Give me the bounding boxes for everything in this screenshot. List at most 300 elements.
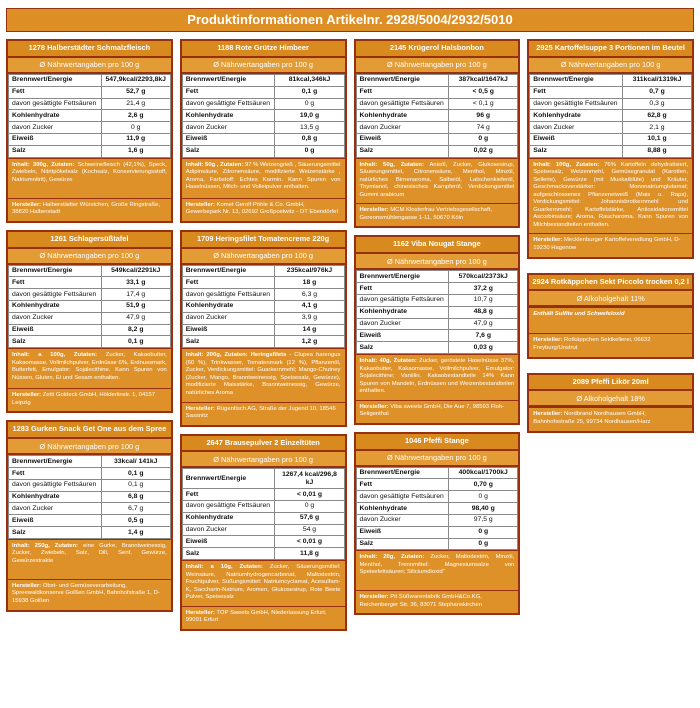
- nutrition-value: < 0,5 g: [449, 86, 518, 98]
- nutrition-row: [530, 145, 692, 157]
- nutrition-row: [9, 515, 171, 527]
- nutrition-value: 6,7 g: [101, 503, 170, 515]
- manufacturer-body: Komet Gerolf Pöhle & Co. GmbH, Gewerbepark Nr. 13, 02692 Großpostwitz - OT Ebendörfel: [185, 201, 338, 216]
- manufacturer-label: Hersteller:: [12, 582, 42, 589]
- nutrition-row: [9, 98, 171, 110]
- serving-label: Ø Nährwertangaben pro 100 g: [356, 451, 519, 467]
- nutrition-row: [9, 145, 171, 157]
- nutrition-value: 48,8 g: [449, 306, 518, 318]
- nutrition-value: 96 g: [449, 110, 518, 122]
- nutrition-row: [9, 503, 171, 515]
- nutrition-label: Brennwert/Energie: [9, 456, 102, 468]
- nutrition-label: Fett: [182, 86, 275, 98]
- nutrition-value: 0 g: [449, 538, 518, 550]
- nutrition-row: [182, 469, 344, 489]
- nutrition-label: Eiweiß: [530, 133, 623, 145]
- nutrition-value: 0,70 g: [449, 479, 518, 491]
- nutrition-value: 570kcal/2373kJ: [449, 271, 518, 283]
- nutrition-row: [356, 318, 518, 330]
- manufacturer-text: [182, 198, 345, 221]
- nutrition-label: Eiweiß: [182, 536, 275, 548]
- ingredients-body: 97 % Weizengrieß , Säuerungsmittel Adipinsäure, Zitronensäure, modifizierte Weizenstärke , Aroma, Farbstoff: Echtes Karmin. Kann Spuren von Haselnüssen, Milch- und Volleipulver enthalten.: [185, 161, 341, 191]
- nutrition-value: 18 g: [275, 277, 344, 289]
- ingredients-text: [182, 348, 345, 401]
- nutrition-row: [356, 330, 518, 342]
- ingredients-body: Zucker, Säuerungsmittel: Weinsäure, Natriumhydrogencarbonat, Maltodextrin, Fruchtpulver, Süßungsmittel: Natriumcyclamat, Acesulfam-K, Saccharin-Natrium, Aromen, Glukosesirup, Rote Beete Pulver, Speisesalz: [185, 563, 341, 601]
- ingredients-label: Inhalt: 50g, Zutaten:: [359, 161, 424, 168]
- nutrition-row: [182, 524, 344, 536]
- nutrition-row: [9, 265, 171, 277]
- nutrition-value: 51,9 g: [101, 300, 170, 312]
- nutrition-row: [9, 133, 171, 145]
- nutrition-label: Fett: [9, 468, 102, 480]
- nutrition-label: Eiweiß: [182, 324, 275, 336]
- nutrition-value: 0 g: [449, 491, 518, 503]
- nutrition-row: [182, 336, 344, 348]
- product-card-1709: [180, 230, 347, 427]
- nutrition-value: 0 g: [275, 145, 344, 157]
- nutrition-row: [356, 503, 518, 515]
- manufacturer-label: Hersteller:: [185, 609, 215, 616]
- nutrition-label: Fett: [356, 283, 449, 295]
- nutrition-value: 0,1 g: [275, 86, 344, 98]
- nutrition-label: Eiweiß: [9, 324, 102, 336]
- nutrition-table: [356, 74, 519, 158]
- nutrition-value: 0,8 g: [275, 133, 344, 145]
- nutrition-value: 33,1 g: [101, 277, 170, 289]
- nutrition-value: 17,4 g: [101, 289, 170, 301]
- nutrition-value: 47,9 g: [449, 318, 518, 330]
- nutrition-label: Salz: [356, 538, 449, 550]
- serving-label: Ø Nährwertangaben pro 100 g: [356, 58, 519, 74]
- nutrition-label: Eiweiß: [9, 515, 102, 527]
- ingredients-label: Inhalt: 40g, Zutaten:: [359, 357, 417, 364]
- nutrition-row: [356, 526, 518, 538]
- nutrition-row: [9, 110, 171, 122]
- ingredients-text: [182, 158, 345, 198]
- nutrition-label: Brennwert/Energie: [356, 74, 449, 86]
- nutrition-table: [182, 74, 345, 158]
- nutrition-value: 0,03 g: [449, 342, 518, 354]
- product-title: 1278 Halberstädter Schmalzfleisch: [8, 41, 171, 58]
- ingredients-body: eine Gurke, Branntweinessig, Zucker, Zwiebeln, Salz, Dill, Senf, Gewürze, Gewürzextrakte: [12, 542, 167, 564]
- manufacturer-text: [182, 606, 345, 629]
- manufacturer-label: Hersteller:: [185, 405, 215, 412]
- nutrition-value: 6,8 g: [101, 491, 170, 503]
- ingredients-label: Inhalt: 300g, Zutaten:: [12, 161, 75, 168]
- nutrition-value: 0,1 g: [101, 336, 170, 348]
- nutrition-label: Kohlenhydrate: [356, 503, 449, 515]
- nutrition-label: davon Zucker: [530, 122, 623, 134]
- product-title: 1709 Heringsfilet Tomatencreme 220g: [182, 232, 345, 249]
- product-title: 2924 Rotkäppchen Sekt Piccolo trocken 0,2 l: [529, 275, 692, 292]
- nutrition-label: Salz: [356, 342, 449, 354]
- ingredients-text: [356, 354, 519, 400]
- ingredients-label: Inhalt: 100g, Zutaten:: [533, 161, 600, 168]
- product-card-1261: [6, 230, 173, 414]
- nutrition-row: [9, 324, 171, 336]
- nutrition-label: davon gesättigte Fettsäuren: [9, 289, 102, 301]
- nutrition-label: Brennwert/Energie: [182, 265, 275, 277]
- ingredients-label: Inhalt: a 10g, Zutaten:: [185, 563, 263, 570]
- nutrition-row: [182, 145, 344, 157]
- nutrition-value: 98,40 g: [449, 503, 518, 515]
- nutrition-label: Fett: [182, 277, 275, 289]
- nutrition-row: [530, 86, 692, 98]
- nutrition-label: davon gesättigte Fettsäuren: [356, 98, 449, 110]
- nutrition-label: davon Zucker: [356, 514, 449, 526]
- nutrition-value: 0 g: [101, 122, 170, 134]
- nutrition-value: 33kcal/ 141kJ: [101, 456, 170, 468]
- nutrition-value: 3,9 g: [275, 312, 344, 324]
- nutrition-value: 54 g: [275, 524, 344, 536]
- nutrition-row: [356, 467, 518, 479]
- allergen-note: Enthält Sulfite und Schwefeloxid: [529, 307, 692, 333]
- nutrition-value: 19,0 g: [275, 110, 344, 122]
- nutrition-row: [356, 110, 518, 122]
- nutrition-row: [182, 324, 344, 336]
- nutrition-label: Kohlenhydrate: [182, 512, 275, 524]
- nutrition-table: [182, 468, 345, 560]
- manufacturer-body: TOP Sweets GmbH, Niederlassung Erfurt, 99091 Erfurt: [185, 609, 327, 624]
- nutrition-label: davon Zucker: [9, 312, 102, 324]
- manufacturer-label: Hersteller:: [12, 392, 42, 399]
- manufacturer-text: [529, 407, 692, 430]
- manufacturer-body: Pit Süßwarenfabrik GmbH&Co.KG, Reichenberger Str. 36, 83071 Stephanskirchen: [359, 594, 482, 608]
- nutrition-row: [182, 548, 344, 560]
- nutrition-value: 400kcal/1700kJ: [449, 467, 518, 479]
- manufacturer-text: [529, 233, 692, 256]
- nutrition-value: 0,5 g: [101, 515, 170, 527]
- nutrition-row: [356, 479, 518, 491]
- nutrition-value: 81kcal,346kJ: [275, 74, 344, 86]
- ingredients-text: [356, 158, 519, 204]
- nutrition-row: [182, 277, 344, 289]
- nutrition-label: Eiweiß: [356, 133, 449, 145]
- nutrition-value: 8,2 g: [101, 324, 170, 336]
- nutrition-value: < 0,01 g: [275, 536, 344, 548]
- nutrition-label: davon Zucker: [9, 503, 102, 515]
- nutrition-label: Salz: [356, 145, 449, 157]
- product-title: 1046 Pfeffi Stange: [356, 434, 519, 451]
- nutrition-row: [9, 491, 171, 503]
- nutrition-value: 0,3 g: [622, 98, 691, 110]
- serving-label: Ø Nährwertangaben pro 100 g: [182, 452, 345, 468]
- nutrition-label: Brennwert/Energie: [182, 469, 275, 489]
- nutrition-row: [182, 489, 344, 501]
- ingredients-body: - Clupea harengus (60 %), Trinkwasser, Tomatenmark (12 %), Pflanzenöl, Zucker, Verdickungsmittel: Guarkernmehl; Mango-Chutney (Zucker, Mango, Branntweinessig, Speisesalz, Gewürze), modifizierte Maisstärke, Branntweinessig, Gewürze, natürliches Aroma: [185, 352, 341, 396]
- nutrition-value: 0,7 g: [622, 86, 691, 98]
- nutrition-label: Fett: [182, 489, 275, 501]
- serving-label: Ø Nährwertangaben pro 100 g: [182, 58, 345, 74]
- nutrition-row: [356, 74, 518, 86]
- nutrition-value: 1,2 g: [275, 336, 344, 348]
- nutrition-label: davon gesättigte Fettsäuren: [9, 98, 102, 110]
- nutrition-label: davon gesättigte Fettsäuren: [356, 491, 449, 503]
- nutrition-table: [8, 265, 171, 349]
- manufacturer-body: MCM Klosterfrau Vertriebsgesellschaft, Gereonsmühlengasse 1-11, 50670 Köln: [359, 207, 493, 221]
- nutrition-value: 311kcal/1319kJ: [622, 74, 691, 86]
- nutrition-label: Eiweiß: [9, 133, 102, 145]
- ingredients-body: Schweinefleisch (42,1%), Speck, Zwiebeln, Nitritpökelsalz (Kochsalz, Konservierungsstoff, Natriumnitrit), Gewürze: [12, 161, 167, 183]
- nutrition-row: [530, 133, 692, 145]
- nutrition-label: Fett: [9, 277, 102, 289]
- product-title: 1188 Rote Grütze Himbeer: [182, 41, 345, 58]
- nutrition-label: davon gesättigte Fettsäuren: [182, 98, 275, 110]
- product-title: 2089 Pfeffi Likör 20ml: [529, 375, 692, 392]
- nutrition-label: Kohlenhydrate: [9, 110, 102, 122]
- nutrition-row: [182, 133, 344, 145]
- manufacturer-text: [8, 198, 171, 221]
- nutrition-row: [356, 491, 518, 503]
- nutrition-label: davon Zucker: [9, 122, 102, 134]
- product-card-1278: [6, 39, 173, 223]
- column-4: [527, 39, 694, 433]
- nutrition-label: Fett: [530, 86, 623, 98]
- cards-grid: [0, 39, 700, 631]
- nutrition-label: Kohlenhydrate: [9, 491, 102, 503]
- nutrition-label: Kohlenhydrate: [530, 110, 623, 122]
- nutrition-value: 74 g: [449, 122, 518, 134]
- nutrition-label: Kohlenhydrate: [356, 110, 449, 122]
- ingredients-label: Inhalt: 250g, Zutaten:: [12, 542, 78, 549]
- nutrition-value: 547,9kcal/2293,8kJ: [101, 74, 170, 86]
- product-title: 1162 Viba Nougat Stange: [356, 237, 519, 254]
- product-title: 1261 Schlagersüßtafel: [8, 232, 171, 249]
- nutrition-row: [182, 86, 344, 98]
- product-card-1283: [6, 420, 173, 611]
- nutrition-row: [182, 110, 344, 122]
- nutrition-row: [9, 300, 171, 312]
- nutrition-value: 0 g: [275, 500, 344, 512]
- nutrition-row: [356, 271, 518, 283]
- nutrition-label: davon Zucker: [182, 312, 275, 324]
- product-card-1046: [354, 432, 521, 616]
- nutrition-label: Brennwert/Energie: [182, 74, 275, 86]
- product-card-1188: [180, 39, 347, 223]
- nutrition-row: [356, 122, 518, 134]
- ingredients-body: Zucker, Maltodextrin, Minzöl, Menthol, Trennmittel: Magnesiumsalze von Speisefettsäuren; Siliciumdioxid": [359, 554, 515, 576]
- manufacturer-body: Mecklenburger Kartoffelveredlung GmbH, D-19230 Hagenow: [533, 237, 681, 252]
- nutrition-value: 62,8 g: [622, 110, 691, 122]
- ingredients-text: [182, 560, 345, 606]
- manufacturer-text: [182, 402, 345, 425]
- nutrition-value: 0 g: [449, 133, 518, 145]
- manufacturer-body: Obst- und Gemüseverarbeitung, Spreewaldkonserve Golßen GmbH, Bahnhofstraße 1, D-15938 Golßen: [12, 582, 160, 604]
- nutrition-row: [9, 86, 171, 98]
- nutrition-row: [356, 342, 518, 354]
- nutrition-label: Fett: [9, 86, 102, 98]
- ingredients-body: Anisöl, Zucker, Glukosesirup, Säuerungsmittel, Citronensäure, Menthol, Minzöl, natürliches Birnenaroma, Salbeiöl, Latschenkieferöl, Thymianol, chinesisches Kampferöl, Verdickungsmittel Gummi arabicum: [359, 161, 515, 198]
- manufacturer-label: Hersteller:: [533, 237, 563, 244]
- nutrition-label: davon gesättigte Fettsäuren: [182, 289, 275, 301]
- nutrition-label: davon Zucker: [356, 122, 449, 134]
- nutrition-row: [530, 98, 692, 110]
- nutrition-label: Salz: [9, 336, 102, 348]
- nutrition-label: davon gesättigte Fettsäuren: [9, 479, 102, 491]
- nutrition-value: 2,1 g: [622, 122, 691, 134]
- nutrition-row: [9, 468, 171, 480]
- nutrition-table: [356, 270, 519, 354]
- nutrition-value: 1,4 g: [101, 527, 170, 539]
- product-title: 2145 Krügerol Halsbonbon: [356, 41, 519, 58]
- ingredients-label: Inhalt: 50g , Zutaten:: [185, 161, 244, 168]
- nutrition-row: [182, 312, 344, 324]
- nutrition-value: 47,9 g: [101, 312, 170, 324]
- nutrition-row: [182, 512, 344, 524]
- ingredients-label: Inhalt: a 100g, Zutaten:: [12, 352, 98, 359]
- nutrition-value: 387kcal/1647kJ: [449, 74, 518, 86]
- nutrition-row: [9, 277, 171, 289]
- serving-label: Ø Nährwertangaben pro 100 g: [356, 254, 519, 270]
- product-title: 2925 Kartoffelsuppe 3 Portionen im Beutel: [529, 41, 692, 58]
- column-3: [354, 39, 521, 615]
- ingredients-text: [356, 550, 519, 590]
- manufacturer-label: Hersteller:: [533, 411, 563, 418]
- ingredients-label: Inhalt: 200g, Zutaten: Heringsfilets: [185, 352, 287, 359]
- column-2: [180, 39, 347, 631]
- nutrition-label: Eiweiß: [356, 330, 449, 342]
- nutrition-value: 14 g: [275, 324, 344, 336]
- nutrition-row: [182, 122, 344, 134]
- nutrition-row: [182, 500, 344, 512]
- nutrition-table: [8, 74, 171, 158]
- ingredients-text: [529, 158, 692, 234]
- nutrition-row: [9, 122, 171, 134]
- nutrition-row: [530, 122, 692, 134]
- nutrition-row: [182, 289, 344, 301]
- nutrition-label: davon Zucker: [356, 318, 449, 330]
- nutrition-label: Kohlenhydrate: [182, 300, 275, 312]
- serving-label: Ø Nährwertangaben pro 100 g: [8, 249, 171, 265]
- nutrition-row: [182, 265, 344, 277]
- nutrition-value: 37,2 g: [449, 283, 518, 295]
- nutrition-table: [8, 455, 171, 539]
- nutrition-row: [356, 133, 518, 145]
- nutrition-row: [530, 110, 692, 122]
- nutrition-label: davon gesättigte Fettsäuren: [530, 98, 623, 110]
- nutrition-label: Kohlenhydrate: [9, 300, 102, 312]
- manufacturer-text: [8, 388, 171, 411]
- ingredients-label: Inhalt: 20g, Zutaten:: [359, 554, 425, 561]
- nutrition-label: davon Zucker: [182, 122, 275, 134]
- nutrition-value: 11,9 g: [101, 133, 170, 145]
- serving-label: Ø Nährwertangaben pro 100 g: [8, 439, 171, 455]
- nutrition-value: 4,1 g: [275, 300, 344, 312]
- serving-label: Ø Nährwertangaben pro 100 g: [8, 58, 171, 74]
- nutrition-label: Brennwert/Energie: [9, 74, 102, 86]
- nutrition-value: 8,88 g: [622, 145, 691, 157]
- product-title: 1283 Gurken Snack Get One aus dem Spree: [8, 422, 171, 439]
- nutrition-row: [9, 312, 171, 324]
- nutrition-label: Fett: [356, 86, 449, 98]
- nutrition-label: Salz: [182, 548, 275, 560]
- nutrition-label: Brennwert/Energie: [530, 74, 623, 86]
- nutrition-label: Brennwert/Energie: [9, 265, 102, 277]
- nutrition-row: [356, 538, 518, 550]
- product-card-1162: [354, 235, 521, 424]
- nutrition-value: 2,6 g: [101, 110, 170, 122]
- nutrition-row: [9, 336, 171, 348]
- manufacturer-text: [356, 203, 519, 226]
- manufacturer-label: Hersteller:: [359, 594, 389, 601]
- nutrition-label: Salz: [182, 145, 275, 157]
- manufacturer-body: Nordbrand Nordhausen GmbH, Bahnhofsstraße 25, 99734 Nordhausen/Harz: [533, 411, 651, 425]
- ingredients-text: [8, 158, 171, 198]
- nutrition-label: Salz: [530, 145, 623, 157]
- nutrition-label: Salz: [9, 145, 102, 157]
- nutrition-row: [530, 74, 692, 86]
- nutrition-row: [356, 86, 518, 98]
- manufacturer-label: Hersteller:: [533, 337, 563, 344]
- nutrition-label: davon gesättigte Fettsäuren: [182, 500, 275, 512]
- ingredients-body: Zucker, Kakaobutter, Kakaomasse, Vollmilchpulver, Erdnüsse 6%, Erdnussmark, Butterfett, Emulgator: Sojalecithine. Kann Spuren von Nüssen, Gluten, Ei und Sesam enthalten.: [12, 352, 167, 381]
- product-card-2924: [527, 273, 694, 359]
- manufacturer-body: Zetti Goldeck GmbH, Hölderlinstr. 1, 04157 Leipzig: [12, 392, 156, 406]
- column-1: [6, 39, 173, 612]
- manufacturer-label: Hersteller:: [12, 201, 42, 208]
- nutrition-table: [529, 74, 692, 158]
- page-title: Produktinformationen Artikelnr. 2928/5004/2932/5010: [6, 8, 694, 32]
- nutrition-row: [9, 527, 171, 539]
- manufacturer-label: Hersteller:: [359, 403, 389, 410]
- nutrition-value: 0 g: [449, 526, 518, 538]
- nutrition-value: 10,1 g: [622, 133, 691, 145]
- product-card-2647: [180, 434, 347, 631]
- nutrition-label: Eiweiß: [356, 526, 449, 538]
- product-card-2925: [527, 39, 694, 259]
- nutrition-value: 57,6 g: [275, 512, 344, 524]
- manufacturer-label: Hersteller:: [185, 201, 215, 208]
- nutrition-value: 0 g: [275, 98, 344, 110]
- nutrition-label: Fett: [356, 479, 449, 491]
- product-title: 2647 Brausepulver 2 Einzeltüten: [182, 436, 345, 453]
- nutrition-label: Brennwert/Energie: [356, 467, 449, 479]
- manufacturer-text: [356, 400, 519, 423]
- nutrition-row: [182, 74, 344, 86]
- nutrition-row: [356, 514, 518, 526]
- nutrition-value: < 0,01 g: [275, 489, 344, 501]
- manufacturer-label: Hersteller:: [359, 207, 389, 214]
- nutrition-table: [182, 265, 345, 349]
- nutrition-row: [356, 294, 518, 306]
- manufacturer-text: [8, 579, 171, 610]
- manufacturer-body: Rotkäppchen Sektkellerei, 06632 Freyburg/Unstrut: [533, 337, 651, 351]
- nutrition-label: davon gesättigte Fettsäuren: [356, 294, 449, 306]
- serving-label: Ø Nährwertangaben pro 100 g: [182, 249, 345, 265]
- nutrition-row: [356, 145, 518, 157]
- nutrition-row: [356, 283, 518, 295]
- nutrition-label: davon Zucker: [182, 524, 275, 536]
- nutrition-value: 10,7 g: [449, 294, 518, 306]
- nutrition-row: [182, 536, 344, 548]
- nutrition-label: Brennwert/Energie: [356, 271, 449, 283]
- ingredients-body: 76% Kartoffeln dehydratisiert, Speisesalz, Weizenmehl, Gemüsegranulat (Karotten, Sellerie), Gewürze (mit Muskatblüte) und Kräuter, Geschmacksverstärker: Mononatriumglutamat; aufgeschlossenes Pflanzeneiweiß (Mais u. Raps), Verdickungsmittel: Johannisbrotkernmehl und Guarkernmehl; Kartoffelstärke, Antioxidationsmittel Ascorbinsäure; Aroma, Raucharoma. Kann Spuren von Milchbestandteilen enthalten.: [533, 161, 688, 228]
- nutrition-label: Kohlenhydrate: [356, 306, 449, 318]
- manufacturer-text: [356, 590, 519, 613]
- ingredients-text: [8, 348, 171, 388]
- nutrition-row: [182, 300, 344, 312]
- nutrition-value: 549kcal/2291kJ: [101, 265, 170, 277]
- nutrition-value: 13,5 g: [275, 122, 344, 134]
- nutrition-value: 6,3 g: [275, 289, 344, 301]
- alcohol-content-label: Ø Alkoholgehalt 18%: [529, 391, 692, 407]
- nutrition-row: [9, 479, 171, 491]
- nutrition-row: [182, 98, 344, 110]
- nutrition-label: Salz: [182, 336, 275, 348]
- nutrition-label: Kohlenhydrate: [182, 110, 275, 122]
- nutrition-value: 1267,4 kcal/296,8 kJ: [275, 469, 344, 489]
